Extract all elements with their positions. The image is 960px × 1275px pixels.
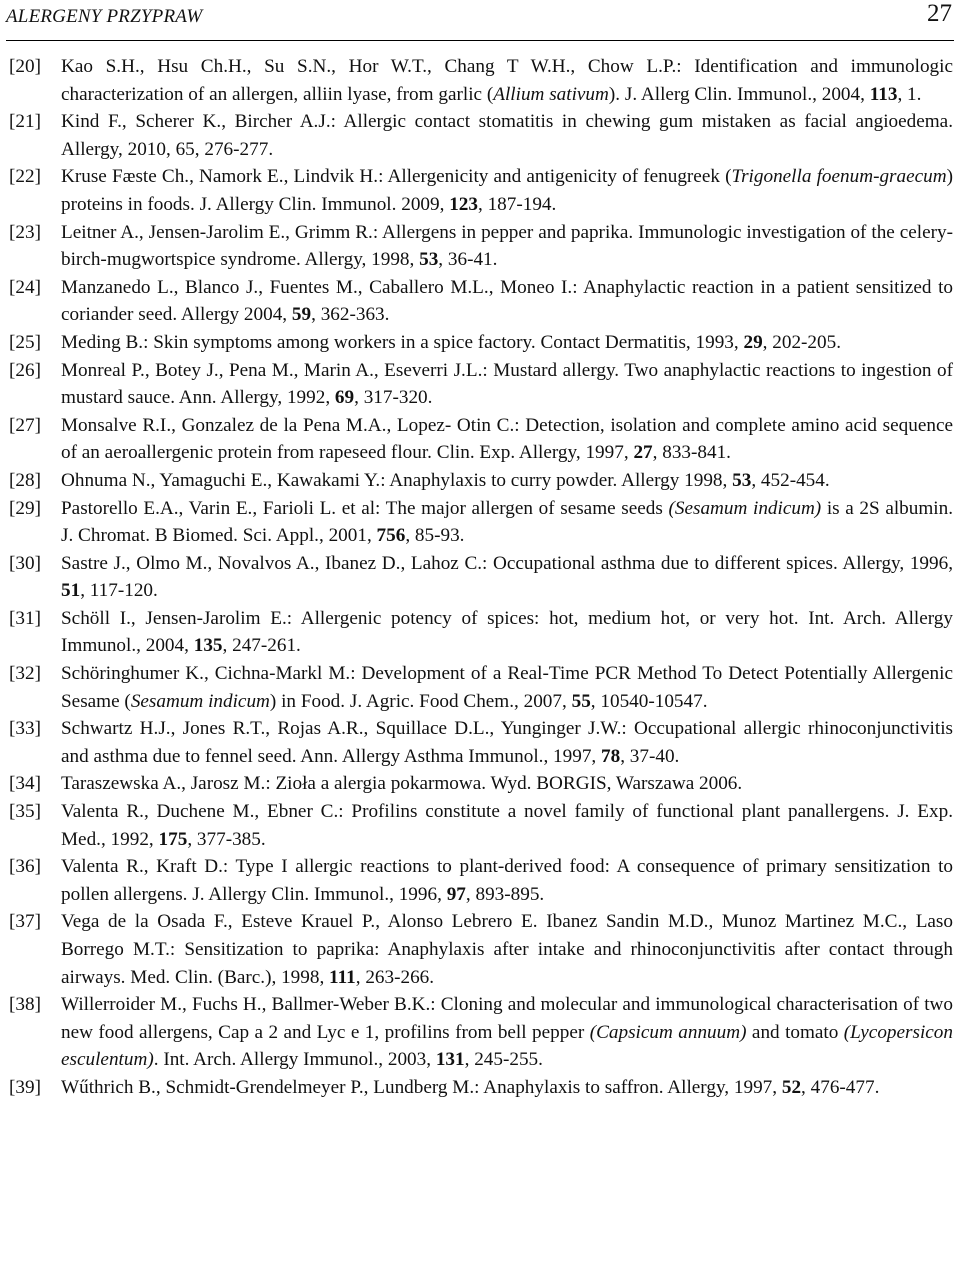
reference-volume: 175 xyxy=(158,828,188,850)
reference-item xyxy=(9,853,953,908)
page-number: 27 xyxy=(927,0,952,27)
reference-text-segment: Schwartz H.J., Jones R.T., Rojas A.R., Squillace D.L., Yunginger J.W.: Occupational allergic rhinoconjunctivitis and asthma due to fennel seed. Ann. Allergy Asthma Immunol., 1997, xyxy=(61,718,953,767)
reference-text xyxy=(61,801,953,850)
reference-item xyxy=(9,991,953,1074)
reference-text-segment: Schöringhumer K., Cichna-Markl M.: Development of a Real-Time PCR Method To Detect Potentially Allergenic Sesame ( xyxy=(61,663,953,712)
reference-text-segment: Taraszewska A., Jarosz M.: Zioła a alergia pokarmowa. Wyd. BORGIS, Warszawa 2006. xyxy=(61,773,743,795)
reference-text xyxy=(61,773,742,794)
reference-text-segment: ). J. Allerg Clin. Immunol., 2004, xyxy=(608,83,870,105)
reference-text-segment: , 317-320. xyxy=(354,387,433,409)
reference-volume: 111 xyxy=(329,966,356,988)
reference-number: [34] xyxy=(9,773,41,795)
reference-volume: 51 xyxy=(61,580,81,602)
reference-item xyxy=(9,329,953,357)
reference-volume: 27 xyxy=(633,442,653,464)
reference-number: [37] xyxy=(9,911,41,933)
reference-number: [35] xyxy=(9,801,41,823)
reference-item xyxy=(9,163,953,218)
reference-item xyxy=(9,660,953,715)
reference-text xyxy=(61,470,830,491)
reference-text xyxy=(61,994,953,1070)
reference-number: [33] xyxy=(9,718,41,740)
reference-text-segment: , 247-261. xyxy=(222,635,301,657)
reference-text-segment: , 476-477. xyxy=(801,1076,880,1098)
reference-text-segment: ) in Food. J. Agric. Food Chem., 2007, xyxy=(269,690,572,712)
reference-number: [26] xyxy=(9,359,41,381)
reference-text-segment: . Int. Arch. Allergy Immunol., 2003, xyxy=(153,1049,436,1071)
reference-list xyxy=(9,53,953,1102)
reference-item xyxy=(9,495,953,550)
reference-volume: 53 xyxy=(419,249,439,271)
reference-volume: 113 xyxy=(869,83,898,105)
reference-text-segment: Kruse Fæste Ch., Namork E., Lindvik H.: Allergenicity and antigenicity of fenugreek ( xyxy=(61,166,732,188)
reference-volume: 69 xyxy=(334,387,355,409)
reference-number: [28] xyxy=(9,469,41,491)
reference-text-segment: , 833-841. xyxy=(652,442,731,464)
reference-text-segment: , 36-41. xyxy=(438,249,498,271)
reference-text-segment: Vega de la Osada F., Esteve Krauel P., Alonso Lebrero E. Ibanez Sandin M.D., Munoz Martinez M.C., Laso Borrego M.T.: Sensitization to paprika: Anaphylaxis after intake and rhinoconjunctivitis after contact through airways. Med. Clin. (Barc.), 1998, xyxy=(61,911,953,988)
reference-text xyxy=(61,498,953,547)
reference-number: [39] xyxy=(9,1076,41,1098)
reference-text xyxy=(61,1077,879,1098)
reference-number: [38] xyxy=(9,994,41,1016)
reference-text xyxy=(61,856,953,905)
reference-item xyxy=(9,219,953,274)
reference-text xyxy=(61,222,953,271)
reference-text-segment: Schöll I., Jensen-Jarolim E.: Allergenic potency of spices: hot, medium hot, or very hot. Int. Arch. Allergy Immunol., 2004, xyxy=(61,607,953,657)
reference-volume: 131 xyxy=(435,1049,465,1071)
reference-volume: 756 xyxy=(376,525,406,547)
reference-text xyxy=(61,415,953,464)
reference-item xyxy=(9,550,953,605)
reference-volume: 123 xyxy=(449,193,478,215)
reference-text xyxy=(61,111,953,160)
reference-text-segment: , 263-266. xyxy=(355,966,435,988)
reference-volume: 59 xyxy=(291,304,312,326)
reference-text-segment: Sastre J., Olmo M., Novalvos A., Ibanez D., Lahoz C.: Occupational asthma due to different spices. Allergy, 1996, xyxy=(61,552,953,574)
reference-item xyxy=(9,908,953,991)
reference-text-segment: , 245-255. xyxy=(464,1049,543,1071)
reference-text-segment: Willerroider M., Fuchs H., Ballmer-Weber B.K.: Cloning and molecular and immunological characterisation of two new food allergens, Cap a 2 and Lyc e 1, profilins from bell pepper xyxy=(61,994,953,1043)
reference-text-segment: , 1. xyxy=(897,83,922,105)
reference-species-name: Allium sativum xyxy=(493,83,609,105)
reference-text xyxy=(61,277,953,326)
reference-number: [21] xyxy=(9,111,41,133)
reference-text-segment: Leitner A., Jensen-Jarolim E., Grimm R.: Allergens in pepper and paprika. Immunologic investigation of the celery-birch-mugwortspice syndrome. Allergy, 1998, xyxy=(61,221,953,271)
reference-item xyxy=(9,605,953,660)
reference-text-segment: and tomato xyxy=(746,1021,844,1043)
reference-volume: 135 xyxy=(193,635,223,657)
reference-text-segment: , 37-40. xyxy=(620,745,680,767)
reference-text xyxy=(61,608,953,657)
reference-text xyxy=(61,911,953,987)
reference-text-segment: is a 2S albumin. J. Chromat. B Biomed. Sci. Appl., 2001, xyxy=(61,497,954,547)
reference-text-segment: Monsalve R.I., Gonzalez de la Pena M.A., Lopez- Otin C.: Detection, isolation and complete amino acid sequence of an aeroallergenic protein from rapeseed flour. Clin. Exp. Allergy, 1997, xyxy=(61,414,953,464)
reference-number: [24] xyxy=(9,276,41,298)
reference-text xyxy=(61,332,841,353)
reference-text-segment: , 893-895. xyxy=(465,883,545,905)
reference-volume: 55 xyxy=(571,690,591,712)
reference-item xyxy=(9,1074,953,1102)
reference-text-segment: , 10540-10547. xyxy=(590,690,708,712)
reference-number: [22] xyxy=(9,166,41,188)
reference-text xyxy=(61,553,953,602)
reference-species-name: (Lycopersicon esculentum) xyxy=(61,1021,953,1071)
reference-text-segment: Manzanedo L., Blanco J., Fuentes M., Caballero M.L., Moneo I.: Anaphylactic reaction in a patient sensitized to coriander seed. Allergy 2004, xyxy=(61,276,953,326)
reference-number: [20] xyxy=(9,56,41,77)
reference-text-segment: , 452-454. xyxy=(751,469,830,491)
reference-item xyxy=(9,53,953,108)
reference-text-segment: Kind F., Scherer K., Bircher A.J.: Allergic contact stomatitis in chewing gum mistaken as facial angioedema. Allergy, 2010, 65, 276-277. xyxy=(61,111,953,160)
reference-text-segment: ) proteins in foods. J. Allergy Clin. Immunol. 2009, xyxy=(61,166,953,215)
reference-item xyxy=(9,412,953,467)
reference-item xyxy=(9,357,953,412)
reference-item xyxy=(9,770,953,798)
reference-number: [32] xyxy=(9,663,41,685)
reference-number: [29] xyxy=(9,497,41,519)
reference-text xyxy=(61,663,953,712)
reference-item xyxy=(9,274,953,329)
reference-number: [27] xyxy=(9,414,41,436)
running-header xyxy=(6,0,954,41)
reference-text-segment: Valenta R., Duchene M., Ebner C.: Profilins constitute a novel family of functional plant panallergens. J. Exp. Med., 1992, xyxy=(61,801,953,850)
reference-text xyxy=(61,56,953,105)
reference-text xyxy=(61,718,953,767)
reference-number: [30] xyxy=(9,552,41,574)
reference-volume: 78 xyxy=(601,745,621,767)
reference-item xyxy=(9,108,953,163)
reference-volume: 53 xyxy=(732,469,752,491)
reference-text-segment: , 362-363. xyxy=(311,304,390,326)
reference-number: [36] xyxy=(9,856,41,878)
reference-item xyxy=(9,798,953,853)
reference-text-segment: , 85-93. xyxy=(405,525,465,547)
reference-item xyxy=(9,715,953,770)
reference-number: [25] xyxy=(9,331,41,353)
reference-text-segment: , 187-194. xyxy=(477,193,557,215)
reference-text-segment: Pastorello E.A., Varin E., Farioli L. et al: The major allergen of sesame seeds xyxy=(61,497,669,519)
reference-species-name: Trigonella foenum-graecum xyxy=(731,166,947,188)
reference-item xyxy=(9,467,953,495)
running-header-title: ALERGENY PRZYPRAW xyxy=(6,6,203,27)
reference-text-segment: Kao S.H., Hsu Ch.H., Su S.N., Hor W.T., Chang T W.H., Chow L.P.: Identification and immunologic characterization of an allergen, alliin lyase, from garlic ( xyxy=(61,56,953,105)
reference-text-segment: , 377-385. xyxy=(187,828,266,850)
reference-species-name: (Sesamum indicum) xyxy=(668,497,822,519)
reference-volume: 29 xyxy=(743,331,763,353)
reference-species-name: Sesamum indicum xyxy=(130,690,270,712)
reference-species-name: (Capsicum annuum) xyxy=(589,1021,747,1043)
reference-text-segment: , 202-205. xyxy=(762,331,842,353)
reference-number: [31] xyxy=(9,607,41,629)
reference-volume: 97 xyxy=(446,883,466,905)
reference-text xyxy=(61,166,953,215)
reference-text-segment: Monreal P., Botey J., Pena M., Marin A., Eseverri J.L.: Mustard allergy. Two anaphylactic reactions to ingestion of mustard sauce. Ann. Allergy, 1992, xyxy=(61,359,953,409)
reference-text-segment: Ohnuma N., Yamaguchi E., Kawakami Y.: Anaphylaxis to curry powder. Allergy 1998, xyxy=(61,469,733,491)
reference-text xyxy=(61,360,953,409)
reference-text-segment: Wűthrich B., Schmidt-Grendelmeyer P., Lundberg M.: Anaphylaxis to saffron. Allergy, 1997, xyxy=(61,1076,782,1098)
reference-number: [23] xyxy=(9,221,41,243)
reference-text-segment: , 117-120. xyxy=(80,580,158,602)
reference-volume: 52 xyxy=(781,1076,802,1098)
reference-text-segment: Meding B.: Skin symptoms among workers in a spice factory. Contact Dermatitis, 1993, xyxy=(61,331,744,353)
reference-text-segment: Valenta R., Kraft D.: Type I allergic reactions to plant-derived food: A consequence of primary sensitization to pollen allergens. J. Allergy Clin. Immunol., 1996, xyxy=(61,856,953,905)
